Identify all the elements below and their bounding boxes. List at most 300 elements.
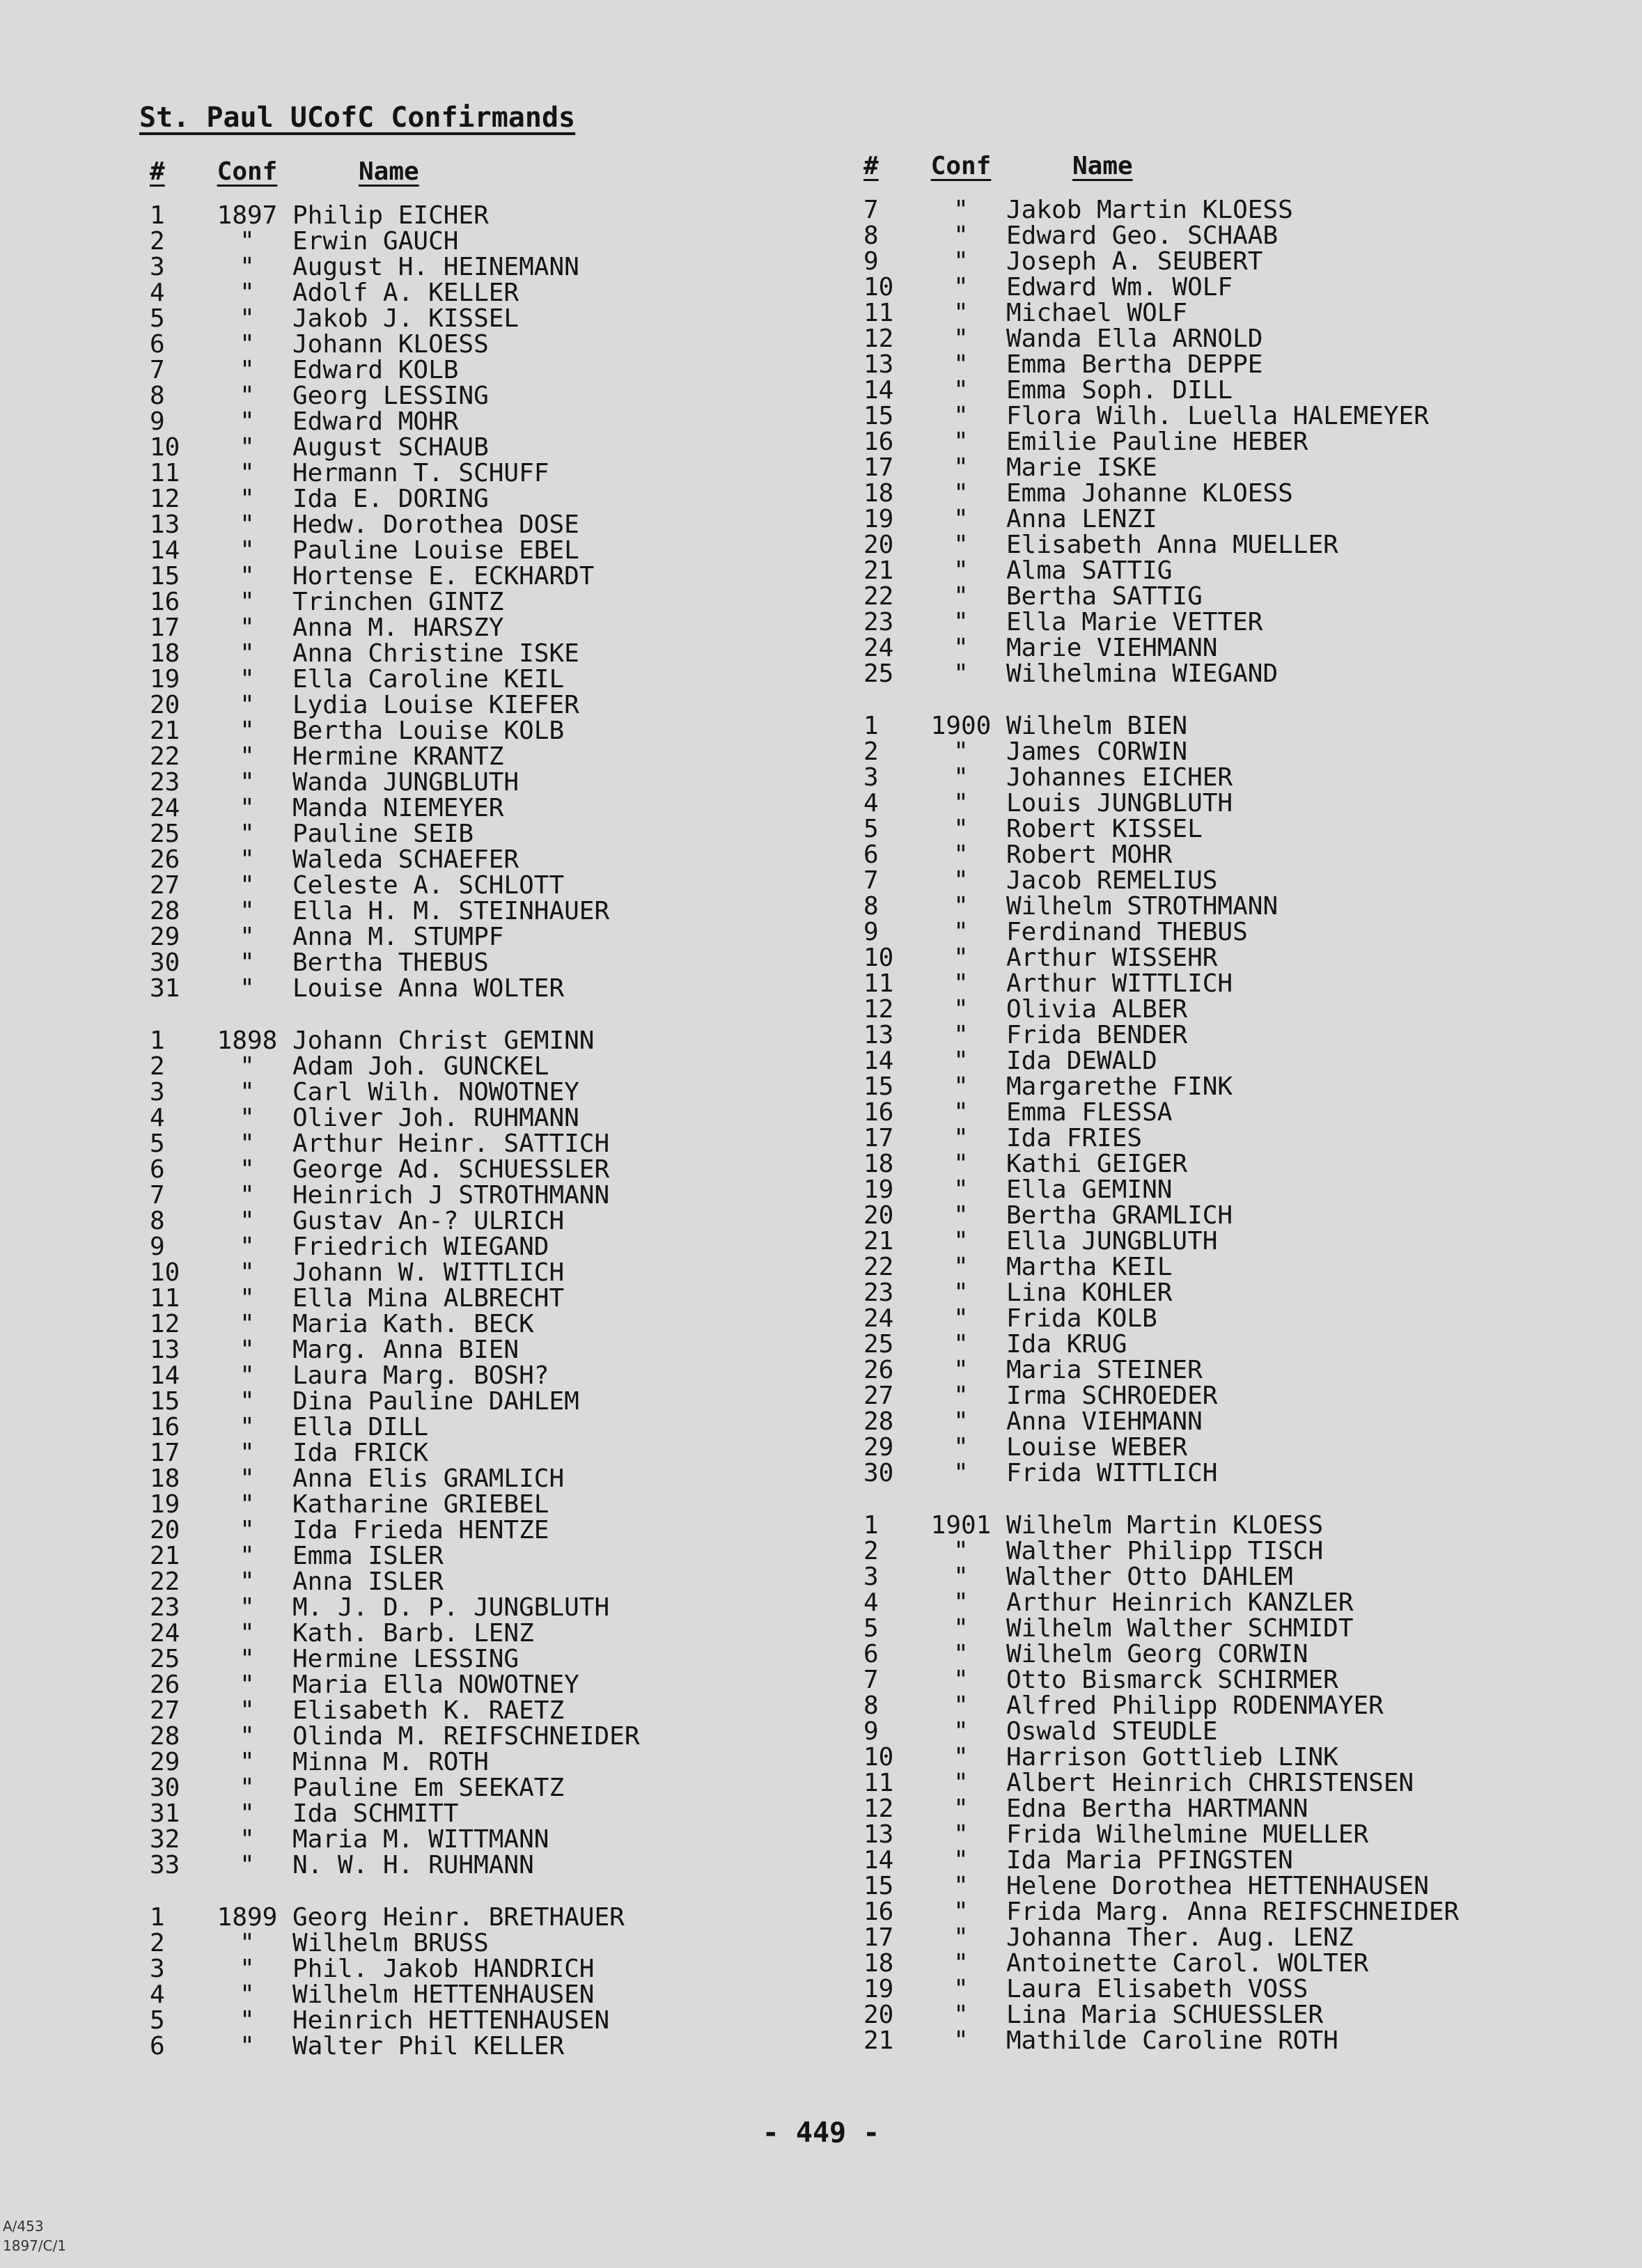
confirmand-name: Johann W. WITTLICH [292,1258,565,1287]
ditto-mark: " [953,969,969,998]
entry-number: 1 [150,201,165,230]
list-item [863,455,1616,480]
list-item [863,429,1616,455]
ditto-mark: " [240,871,255,900]
entry-number: 8 [863,1691,879,1720]
ditto-mark: " [953,944,969,972]
confirmand-name: Frida Wilhelmine MUELLER [1006,1820,1369,1849]
list-item [863,1641,1616,1667]
entry-number: 29 [863,1433,894,1462]
ditto-mark: " [953,840,969,869]
list-item [863,377,1616,403]
entry-number: 30 [150,1774,180,1802]
confirmand-name: Carl Wilh. NOWOTNEY [292,1078,579,1106]
list-item [150,615,818,641]
entry-number: 7 [863,1666,879,1694]
header-conf: Conf [217,157,278,186]
confirmand-name: Jakob Martin KLOESS [1006,196,1293,224]
ditto-mark: " [240,485,255,513]
list-item [150,1982,818,2008]
confirmand-name: Wanda Ella ARNOLD [1006,324,1263,353]
confirmand-name: Ella Mina ALBRECHT [292,1284,565,1313]
confirmand-name: Maria Kath. BECK [292,1310,534,1338]
confirmand-name: Oliver Joh. RUHMANN [292,1104,579,1132]
confirmand-name: Bertha SATTIG [1006,582,1203,611]
entry-number: 19 [863,1975,894,2003]
ditto-mark: " [240,820,255,848]
confirmand-name: Wilhelm BRUSS [292,1929,489,1957]
ditto-mark: " [953,634,969,662]
entry-number: 18 [150,1464,180,1493]
ditto-mark: " [953,2026,969,2055]
ditto-mark: " [240,1155,255,1184]
ditto-mark: " [240,1593,255,1622]
ditto-mark: " [953,1640,969,1668]
confirmand-name: Anna Christine ISKE [292,639,579,668]
list-item [863,1847,1616,1873]
list-item [150,1775,818,1801]
column-header [150,159,818,185]
ditto-mark: " [953,737,969,766]
confirmand-name: Ella DILL [292,1413,429,1441]
confirmand-name: Maria Ella NOWOTNEY [292,1671,579,1699]
confirmation-year: 1898 [217,1026,278,1055]
confirmand-name: Kathi GEIGER [1006,1150,1188,1178]
ditto-mark: " [953,221,969,250]
list-item [863,1022,1616,1048]
entry-number: 27 [150,871,180,900]
entry-number: 2 [150,227,165,256]
page-number: - 449 - [762,2117,880,2149]
confirmand-name: Heinrich HETTENHAUSEN [292,2006,610,2035]
entry-number: 21 [150,1542,180,1570]
confirmand-name: Johanna Ther. Aug. LENZ [1006,1923,1354,1952]
ditto-mark: " [953,789,969,818]
entry-number: 7 [863,196,879,224]
confirmand-name: Georg Heinr. BRETHAUER [292,1903,625,1932]
list-item [863,558,1616,584]
list-item [150,1234,818,1260]
confirmand-name: Ida DEWALD [1006,1047,1157,1075]
confirmand-name: Arthur Heinrich KANZLER [1006,1588,1354,1617]
confirmand-name: Louis JUNGBLUTH [1006,789,1233,818]
ditto-mark: " [953,1098,969,1127]
ditto-mark: " [953,1949,969,1978]
confirmand-name: Frida KOLB [1006,1304,1157,1333]
list-item [150,357,818,383]
confirmand-name: James CORWIN [1006,737,1188,766]
list-item [863,1409,1616,1434]
confirmand-name: Harrison Gottlieb LINK [1006,1743,1338,1772]
entry-number: 1 [863,1511,879,1540]
list-item [863,739,1616,765]
confirmand-name: Arthur WITTLICH [1006,969,1233,998]
confirmand-name: Lina KOHLER [1006,1278,1173,1307]
ditto-mark: " [240,691,255,719]
entry-number: 15 [863,1872,894,1900]
list-item [150,976,818,1001]
list-item [150,1157,818,1182]
entry-number: 7 [863,866,879,895]
ditto-mark: " [953,505,969,533]
ditto-mark: " [240,562,255,591]
list-item [863,197,1616,223]
ditto-mark: " [240,948,255,977]
list-item [863,713,1616,739]
confirmand-name: Ida Maria PFINGSTEN [1006,1846,1293,1875]
list-item [150,486,818,512]
list-item [150,331,818,357]
list-item [150,1930,818,1956]
confirmand-name: Adam Joh. GUNCKEL [292,1052,549,1081]
confirmand-name: Helene Dorothea HETTENHAUSEN [1006,1872,1429,1900]
entry-number: 2 [863,1537,879,1565]
confirmand-name: Alma SATTIG [1006,556,1173,585]
list-item [150,589,818,615]
list-item [863,403,1616,429]
ditto-mark: " [240,1052,255,1081]
list-item [863,1460,1616,1486]
list-item [150,1827,818,1852]
list-item [150,1182,818,1208]
ditto-mark: " [240,433,255,462]
confirmand-name: Hermine KRANTZ [292,742,504,771]
list-item [150,1543,818,1569]
entry-number: 11 [863,1769,894,1797]
ditto-mark: " [240,1233,255,1261]
ditto-mark: " [953,2001,969,2029]
confirmand-name: Anna M. HARSZY [292,613,504,642]
confirmand-name: Flora Wilh. Luella HALEMEYER [1006,402,1429,430]
ditto-mark: " [953,659,969,688]
ditto-mark: " [953,428,969,456]
entry-number: 26 [150,1671,180,1699]
ditto-mark: " [953,556,969,585]
confirmand-name: Edna Bertha HARTMANN [1006,1794,1308,1823]
list-item [863,1822,1616,1847]
confirmand-name: Arthur WISSEHR [1006,944,1218,972]
list-item [150,460,818,486]
entry-number: 4 [150,279,165,307]
confirmation-year-group [150,1028,818,1878]
ditto-mark: " [953,1227,969,1256]
confirmand-name: Joseph A. SEUBERT [1006,247,1263,276]
ditto-mark: " [240,794,255,822]
confirmand-name: Phil. Jakob HANDRICH [292,1955,595,1983]
ditto-mark: " [240,1310,255,1338]
list-item [863,2028,1616,2054]
ditto-mark: " [953,531,969,559]
ditto-mark: " [240,1722,255,1751]
list-item [863,1667,1616,1693]
ditto-mark: " [953,1691,969,1720]
list-item [150,383,818,409]
ditto-mark: " [953,1820,969,1849]
entry-number: 27 [150,1696,180,1725]
entry-number: 24 [150,1619,180,1648]
ditto-mark: " [953,1124,969,1152]
entry-number: 17 [150,1439,180,1467]
list-item [863,1100,1616,1125]
list-item [150,769,818,795]
confirmation-year-group [150,1905,818,2059]
ditto-mark: " [240,1980,255,2009]
header-number: # [863,152,879,180]
entry-number: 28 [863,1407,894,1436]
entry-number: 7 [150,1181,165,1210]
entry-number: 31 [150,974,180,1003]
confirmand-name: Albert Heinrich CHRISTENSEN [1006,1769,1414,1797]
confirmand-name: Johann Christ GEMINN [292,1026,595,1055]
confirmand-name: Margarethe FINK [1006,1072,1233,1101]
ditto-mark: " [240,1799,255,1828]
ditto-mark: " [953,1666,969,1694]
confirmand-name: Olivia ALBER [1006,995,1188,1024]
confirmand-name: Elisabeth Anna MUELLER [1006,531,1338,559]
ditto-mark: " [240,1490,255,1519]
entry-number: 16 [150,1413,180,1441]
confirmand-name: Ella JUNGBLUTH [1006,1227,1218,1256]
ditto-mark: " [953,815,969,843]
list-item [863,1796,1616,1822]
confirmand-name: August H. HEINEMANN [292,253,579,281]
entry-number: 15 [150,1387,180,1416]
entry-number: 14 [150,536,180,565]
entry-number: 11 [863,969,894,998]
confirmand-name: Edward Wm. WOLF [1006,273,1233,302]
entry-number: 4 [863,789,879,818]
confirmand-name: N. W. H. RUHMANN [292,1851,534,1879]
entry-number: 30 [863,1459,894,1487]
entry-number: 18 [863,1949,894,1978]
ditto-mark: " [240,227,255,256]
confirmand-name: Otto Bismarck SCHIRMER [1006,1666,1338,1694]
ditto-mark: " [240,1078,255,1106]
entry-number: 16 [863,1098,894,1127]
list-item [150,898,818,924]
entry-number: 24 [863,634,894,662]
confirmand-name: Walther Philipp TISCH [1006,1537,1324,1565]
entry-number: 25 [863,659,894,688]
header-name: Name [1072,152,1133,180]
ditto-mark: " [240,897,255,925]
list-item [863,919,1616,945]
ditto-mark: " [240,1748,255,1776]
list-item [863,352,1616,377]
ditto-mark: " [953,1433,969,1462]
ditto-mark: " [953,1304,969,1333]
confirmand-name: Lina Maria SCHUESSLER [1006,2001,1324,2029]
confirmand-name: Hortense E. ECKHARDT [292,562,595,591]
list-item [863,1873,1616,1899]
ditto-mark: " [953,608,969,636]
entry-number: 30 [150,948,180,977]
column-header [863,153,1616,179]
entry-number: 13 [150,510,180,539]
ditto-mark: " [953,247,969,276]
confirmand-name: Ida FRICK [292,1439,429,1467]
ditto-mark: " [953,273,969,302]
confirmand-name: Celeste A. SCHLOTT [292,871,565,900]
confirmand-name: Frida WITTLICH [1006,1459,1218,1487]
entry-number: 9 [863,918,879,946]
list-item [150,1620,818,1646]
confirmand-name: Olinda M. REIFSCHNEIDER [292,1722,640,1751]
entry-number: 25 [863,1330,894,1359]
list-item [863,1770,1616,1796]
ditto-mark: " [953,1846,969,1875]
list-item [150,924,818,950]
entry-number: 12 [150,1310,180,1338]
confirmand-name: Frida Marg. Anna REIFSCHNEIDER [1006,1898,1460,1926]
ditto-mark: " [953,1717,969,1746]
list-item [150,1079,818,1105]
list-item [150,795,818,821]
list-item [150,2033,818,2059]
confirmand-name: Ida KRUG [1006,1330,1127,1359]
list-item [863,1899,1616,1925]
confirmand-name: Jakob J. KISSEL [292,304,519,333]
confirmand-name: Erwin GAUCH [292,227,459,256]
ditto-mark: " [240,1336,255,1364]
page-title: St. Paul UCofC Confirmands [139,102,576,134]
list-item [150,1054,818,1079]
confirmand-name: Bertha GRAMLICH [1006,1201,1233,1230]
list-item [863,1950,1616,1976]
entry-number: 28 [150,1722,180,1751]
ditto-mark: " [240,356,255,384]
confirmand-name: Louise Anna WOLTER [292,974,565,1003]
ditto-mark: " [953,1975,969,2003]
confirmand-name: Manda NIEMEYER [292,794,504,822]
list-item [863,1383,1616,1409]
list-item [150,1646,818,1672]
list-item [863,1125,1616,1151]
entry-number: 14 [863,1047,894,1075]
confirmation-year: 1899 [217,1903,278,1932]
list-item [150,1569,818,1595]
confirmand-name: Trinchen GINTZ [292,588,504,616]
entry-number: 2 [863,737,879,766]
list-item [863,274,1616,300]
entry-number: 13 [863,1820,894,1849]
confirmand-name: Edward MOHR [292,407,459,436]
confirmand-name: Walter Phil KELLER [292,2032,565,2060]
confirmand-name: Walther Otto DAHLEM [1006,1563,1293,1591]
confirmand-name: Georg LESSING [292,382,489,410]
confirmand-name: Emma FLESSA [1006,1098,1173,1127]
ditto-mark: " [240,1361,255,1390]
list-item [150,1852,818,1878]
ditto-mark: " [953,350,969,379]
confirmand-name: Ella GEMINN [1006,1175,1173,1204]
entry-number: 12 [863,324,894,353]
ditto-mark: " [953,1382,969,1410]
entry-number: 13 [863,1021,894,1049]
ditto-mark: " [953,1614,969,1643]
entry-number: 7 [150,356,165,384]
list-item [150,873,818,898]
list-item [150,512,818,538]
entry-number: 11 [150,459,180,487]
entry-number: 17 [863,1923,894,1952]
entry-number: 11 [863,299,894,327]
confirmand-name: Maria M. WITTMANN [292,1825,549,1854]
entry-number: 15 [150,562,180,591]
confirmand-name: Laura Elisabeth VOSS [1006,1975,1308,2003]
ditto-mark: " [953,1923,969,1952]
ditto-mark: " [240,1104,255,1132]
list-item [150,1956,818,1982]
entry-number: 15 [863,1072,894,1101]
ditto-mark: " [240,1567,255,1596]
list-item [863,609,1616,635]
ditto-mark: " [240,1825,255,1854]
ditto-mark: " [953,299,969,327]
confirmation-year-group [863,1512,1616,2054]
confirmand-name: Philip EICHER [292,201,489,230]
archive-stamp-line: 1897/C/1 [3,2237,67,2254]
confirmand-name: Louise WEBER [1006,1433,1188,1462]
entry-number: 18 [863,479,894,508]
list-item [150,1337,818,1363]
entry-number: 4 [863,1588,879,1617]
entry-number: 19 [150,1490,180,1519]
entry-number: 22 [150,742,180,771]
entry-number: 6 [150,2032,165,2060]
ditto-mark: " [240,1645,255,1673]
ditto-mark: " [953,376,969,405]
list-item [150,1801,818,1827]
ditto-mark: " [240,1439,255,1467]
list-item [150,1028,818,1054]
list-item [150,1905,818,1930]
entry-number: 25 [150,1645,180,1673]
entry-number: 23 [863,1278,894,1307]
entry-number: 10 [863,1743,894,1772]
entry-number: 25 [150,820,180,848]
confirmand-name: Pauline Em SEEKATZ [292,1774,565,1802]
confirmand-name: Emilie Pauline HEBER [1006,428,1308,456]
confirmand-name: Hermine LESSING [292,1645,519,1673]
list-item [150,950,818,976]
confirmation-year-group [150,203,818,1001]
confirmand-name: Ida Frieda HENTZE [292,1516,549,1544]
list-item [863,249,1616,274]
list-item [863,868,1616,893]
list-item [863,1048,1616,1074]
confirmand-name: Anna LENZI [1006,505,1157,533]
entry-number: 27 [863,1382,894,1410]
list-item [863,996,1616,1022]
ditto-mark: " [240,639,255,668]
ditto-mark: " [240,1413,255,1441]
list-item [863,1177,1616,1203]
entry-number: 1 [150,1026,165,1055]
ditto-mark: " [953,582,969,611]
entry-number: 13 [863,350,894,379]
entry-number: 20 [150,1516,180,1544]
confirmand-name: Gustav An-? ULRICH [292,1207,565,1235]
entry-number: 23 [150,1593,180,1622]
confirmand-name: Katharine GRIEBEL [292,1490,549,1519]
entry-number: 17 [150,613,180,642]
confirmand-name: Emma ISLER [292,1542,444,1570]
entry-number: 2 [150,1052,165,1081]
confirmand-name: Edward KOLB [292,356,459,384]
ditto-mark: " [240,253,255,281]
confirmand-name: Alfred Philipp RODENMAYER [1006,1691,1384,1720]
